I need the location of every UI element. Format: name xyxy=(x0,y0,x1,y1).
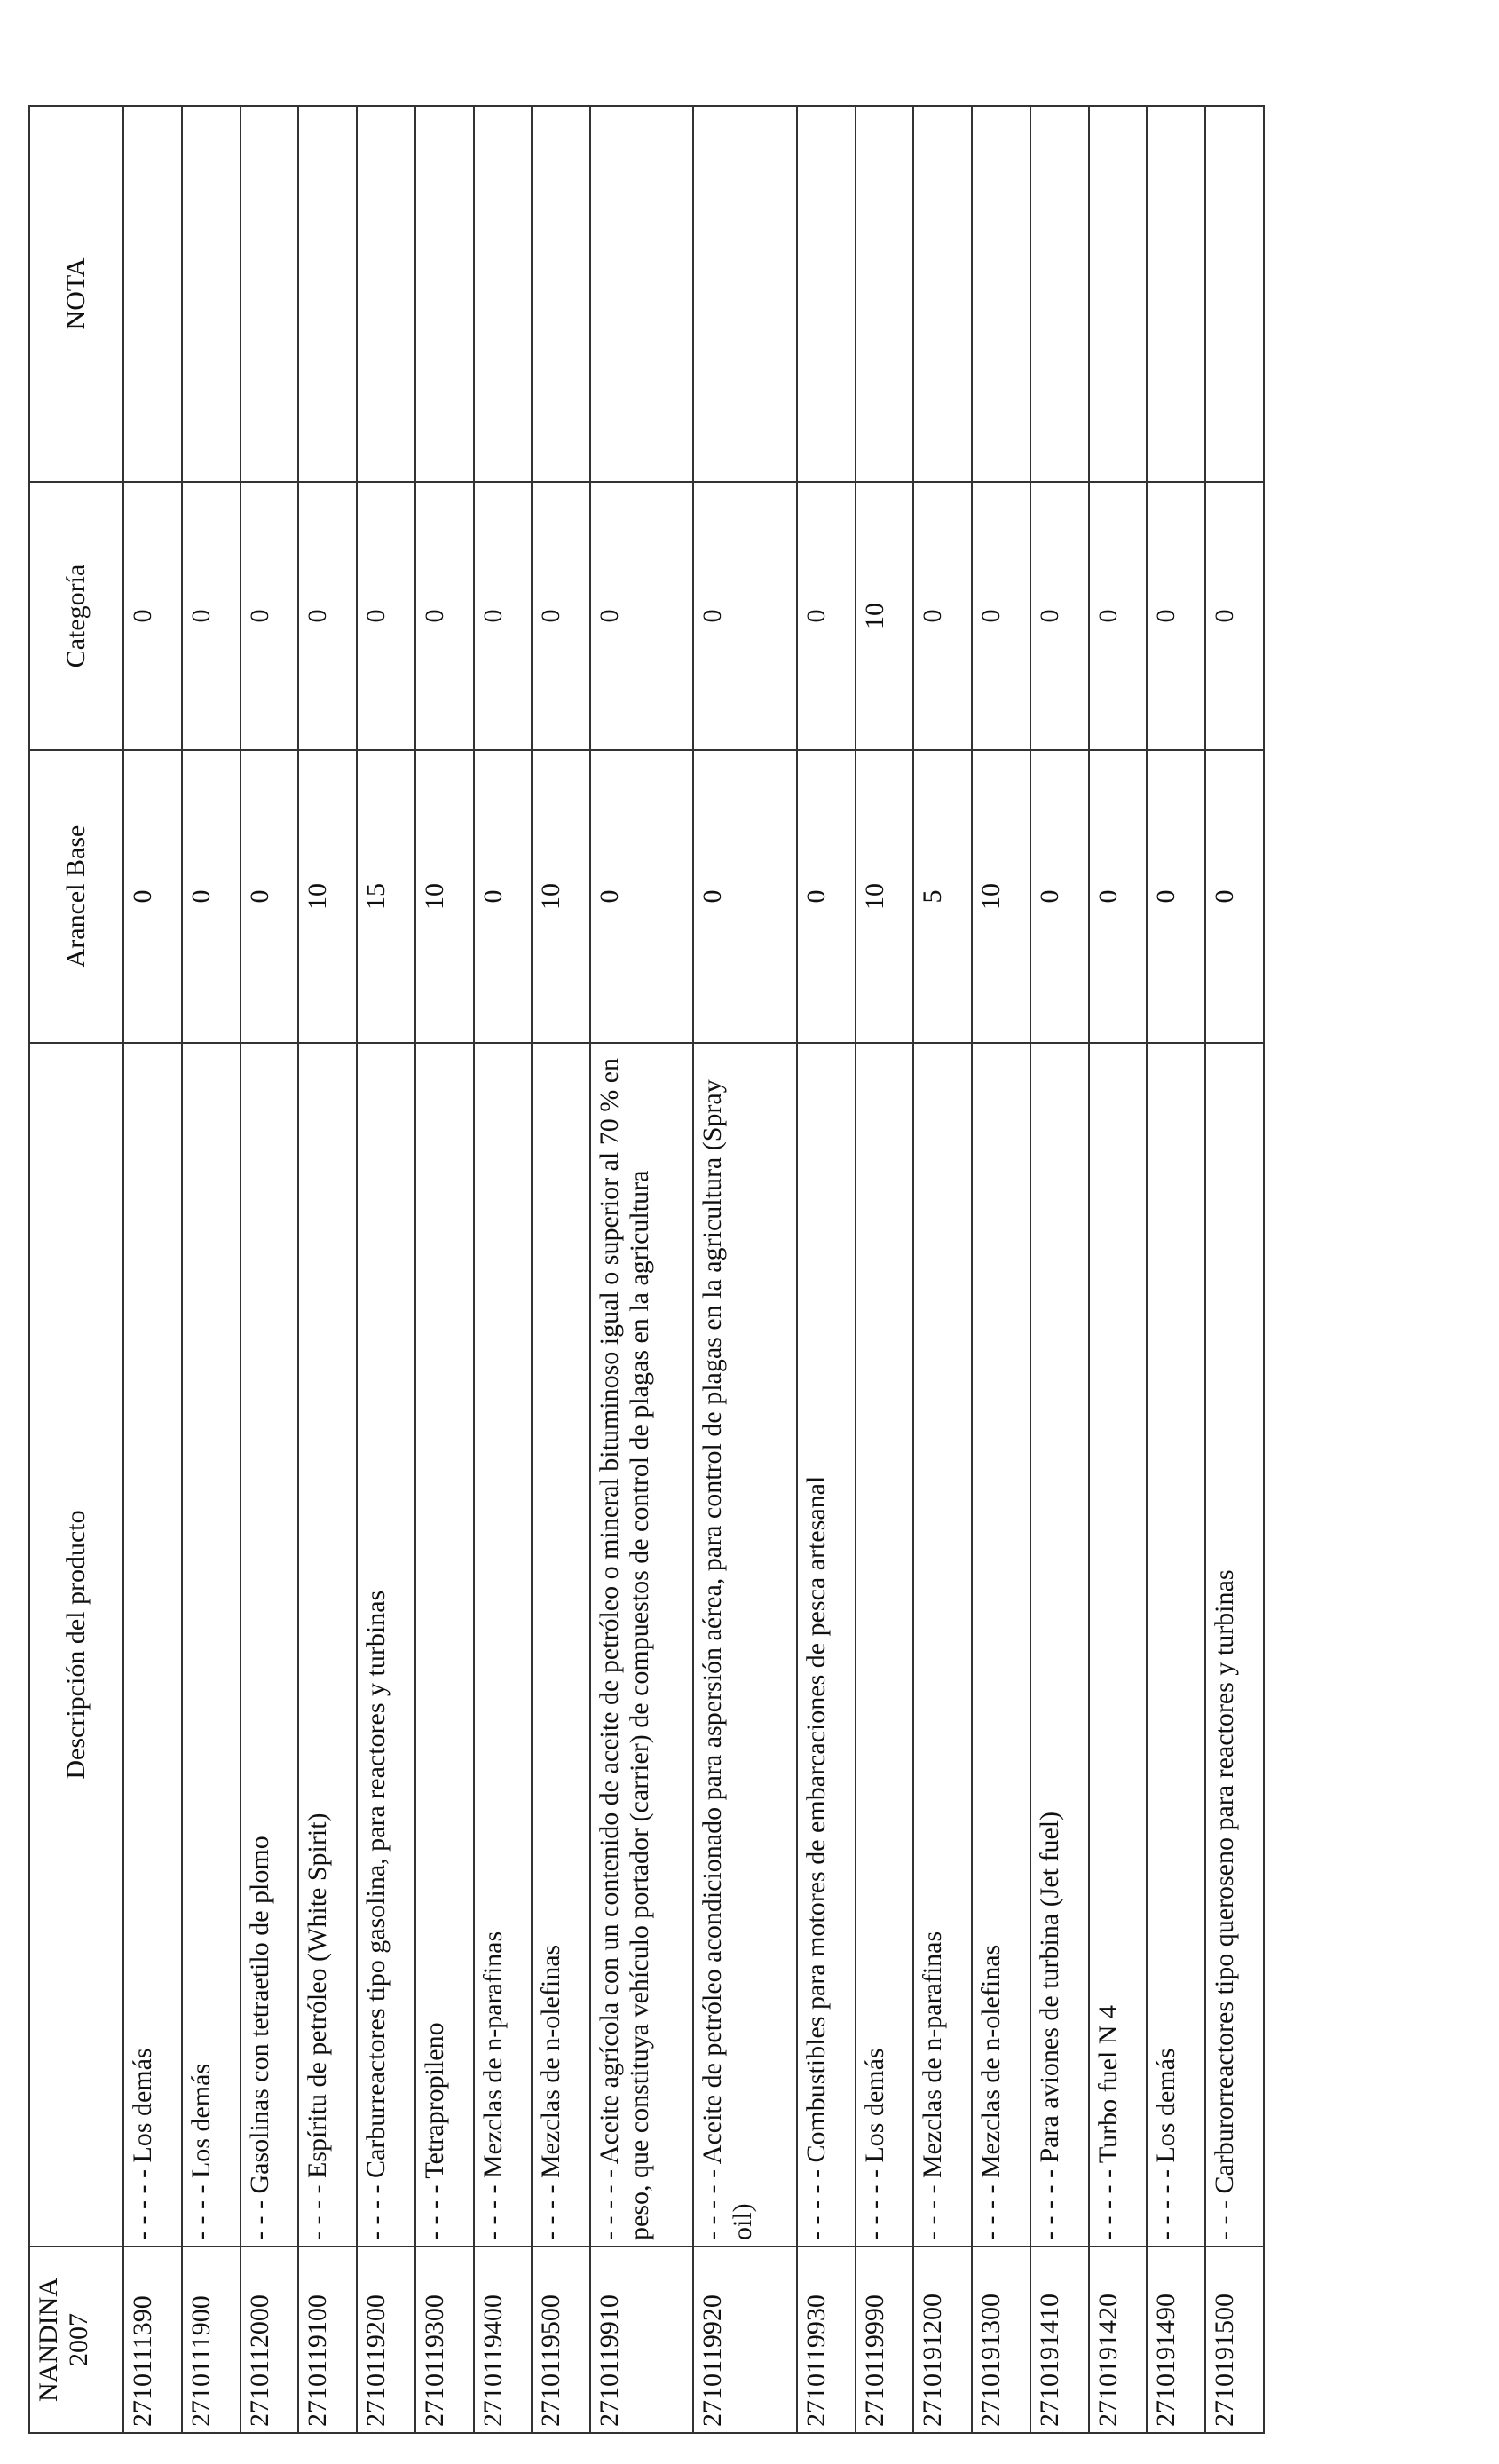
cell-nandina-code: 2710111900 xyxy=(182,2247,241,2433)
cell-nandina-code: 2710191500 xyxy=(1205,2247,1264,2433)
cell-nandina-code: 2710191420 xyxy=(1089,2247,1148,2433)
table-row xyxy=(241,106,299,2433)
cell-nota xyxy=(474,106,533,482)
cell-nota xyxy=(590,106,693,482)
cell-categoria: 0 xyxy=(1147,482,1205,750)
cell-arancel-base: 10 xyxy=(856,750,914,1043)
tariff-table xyxy=(28,105,1265,2434)
cell-nota xyxy=(532,106,590,482)
table-row xyxy=(298,106,357,2433)
cell-nota xyxy=(1030,106,1089,482)
table-row xyxy=(474,106,533,2433)
cell-nota xyxy=(797,106,856,482)
cell-description: - - - - Espíritu de petróleo (White Spirit) xyxy=(298,1043,357,2247)
cell-categoria: 0 xyxy=(590,482,693,750)
cell-nandina-code: 2710112000 xyxy=(241,2247,299,2433)
cell-nandina-code: 2710119990 xyxy=(856,2247,914,2433)
cell-description: - - - - Mezclas de n-parafinas xyxy=(913,1043,972,2247)
table-row xyxy=(797,106,856,2433)
cell-arancel-base: 0 xyxy=(123,750,182,1043)
cell-arancel-base: 10 xyxy=(972,750,1030,1043)
cell-nandina-code: 2710191300 xyxy=(972,2247,1030,2433)
table-body xyxy=(123,106,1264,2433)
cell-categoria: 0 xyxy=(1205,482,1264,750)
header-description: Descripción del producto xyxy=(29,1043,123,2247)
cell-description: - - - - Mezclas de n-olefinas xyxy=(532,1043,590,2247)
cell-categoria: 0 xyxy=(1089,482,1148,750)
cell-categoria: 0 xyxy=(415,482,474,750)
cell-categoria: 0 xyxy=(1030,482,1089,750)
cell-categoria: 10 xyxy=(856,482,914,750)
cell-categoria: 0 xyxy=(797,482,856,750)
cell-nandina-code: 2710119400 xyxy=(474,2247,533,2433)
table-header xyxy=(29,106,123,2433)
cell-nandina-code: 2710119920 xyxy=(693,2247,796,2433)
cell-arancel-base: 0 xyxy=(590,750,693,1043)
table-row xyxy=(1030,106,1089,2433)
cell-description: - - - - - Para aviones de turbina (Jet fuel) xyxy=(1030,1043,1089,2247)
cell-categoria: 0 xyxy=(532,482,590,750)
cell-description: - - - - - Turbo fuel N 4 xyxy=(1089,1043,1148,2247)
cell-categoria: 0 xyxy=(474,482,533,750)
cell-categoria: 0 xyxy=(298,482,357,750)
cell-description: - - - - Carburreactores tipo gasolina, para reactores y turbinas xyxy=(357,1043,415,2247)
cell-arancel-base: 0 xyxy=(1089,750,1148,1043)
cell-nota xyxy=(357,106,415,482)
cell-arancel-base: 0 xyxy=(1205,750,1264,1043)
cell-nota xyxy=(856,106,914,482)
cell-categoria: 0 xyxy=(357,482,415,750)
cell-nandina-code: 2710119930 xyxy=(797,2247,856,2433)
cell-arancel-base: 10 xyxy=(415,750,474,1043)
table-row xyxy=(693,106,796,2433)
cell-description: - - - - Tetrapropileno xyxy=(415,1043,474,2247)
table-row xyxy=(532,106,590,2433)
cell-description: - - - - - Los demás xyxy=(123,1043,182,2247)
cell-nandina-code: 2710119100 xyxy=(298,2247,357,2433)
cell-description: - - - Carburorreactores tipo queroseno para reactores y turbinas xyxy=(1205,1043,1264,2247)
rotated-table-container xyxy=(28,107,1265,2434)
cell-description: - - - - Mezclas de n-parafinas xyxy=(474,1043,533,2247)
table-row xyxy=(972,106,1030,2433)
cell-nandina-code: 2710191490 xyxy=(1147,2247,1205,2433)
cell-nota xyxy=(123,106,182,482)
cell-nota xyxy=(241,106,299,482)
cell-arancel-base: 0 xyxy=(693,750,796,1043)
cell-arancel-base: 0 xyxy=(241,750,299,1043)
cell-arancel-base: 0 xyxy=(474,750,533,1043)
cell-description: - - - - Mezclas de n-olefinas xyxy=(972,1043,1030,2247)
cell-arancel-base: 10 xyxy=(532,750,590,1043)
table-row xyxy=(590,106,693,2433)
table-row xyxy=(913,106,972,2433)
cell-arancel-base: 0 xyxy=(797,750,856,1043)
table-row xyxy=(357,106,415,2433)
cell-nota xyxy=(415,106,474,482)
cell-nota xyxy=(298,106,357,482)
cell-nota xyxy=(1147,106,1205,482)
cell-arancel-base: 0 xyxy=(1030,750,1089,1043)
table-row xyxy=(1147,106,1205,2433)
cell-categoria: 0 xyxy=(913,482,972,750)
table-row xyxy=(856,106,914,2433)
cell-nota xyxy=(182,106,241,482)
cell-categoria: 0 xyxy=(972,482,1030,750)
table-row xyxy=(1089,106,1148,2433)
table-row xyxy=(1205,106,1264,2433)
cell-description: - - - - - Aceite agrícola con un contenido de aceite de petróleo o mineral bituminoso igual o superior al 70 % en peso, que constituya vehículo portador (carrier) de compuestos de control de plagas en la agricultura xyxy=(590,1043,693,2247)
header-categoria: Categoría xyxy=(29,482,123,750)
cell-nandina-code: 2710119200 xyxy=(357,2247,415,2433)
table-row xyxy=(182,106,241,2433)
cell-nandina-code: 2710119910 xyxy=(590,2247,693,2433)
cell-nandina-code: 2710119500 xyxy=(532,2247,590,2433)
cell-description: - - - - Los demás xyxy=(182,1043,241,2247)
cell-nota xyxy=(693,106,796,482)
cell-description: - - - - - Los demás xyxy=(1147,1043,1205,2247)
cell-nandina-code: 2710119300 xyxy=(415,2247,474,2433)
cell-description: - - - - - Combustibles para motores de embarcaciones de pesca artesanal xyxy=(797,1043,856,2247)
cell-categoria: 0 xyxy=(123,482,182,750)
cell-nota xyxy=(1089,106,1148,482)
table-row xyxy=(123,106,182,2433)
cell-arancel-base: 15 xyxy=(357,750,415,1043)
cell-nota xyxy=(972,106,1030,482)
cell-description: - - - - - Aceite de petróleo acondicionado para aspersión aérea, para control de plagas en la agricultura (Spray oil) xyxy=(693,1043,796,2247)
cell-categoria: 0 xyxy=(241,482,299,750)
header-nota: NOTA xyxy=(29,106,123,482)
cell-description: - - - Gasolinas con tetraetilo de plomo xyxy=(241,1043,299,2247)
cell-description: - - - - - Los demás xyxy=(856,1043,914,2247)
header-nandina: NANDINA 2007 xyxy=(29,2247,123,2433)
header-arancel-base: Arancel Base xyxy=(29,750,123,1043)
cell-arancel-base: 5 xyxy=(913,750,972,1043)
cell-nandina-code: 2710191410 xyxy=(1030,2247,1089,2433)
cell-nota xyxy=(913,106,972,482)
cell-nandina-code: 2710191200 xyxy=(913,2247,972,2433)
header-row xyxy=(29,106,123,2433)
cell-nota xyxy=(1205,106,1264,482)
cell-arancel-base: 10 xyxy=(298,750,357,1043)
cell-categoria: 0 xyxy=(693,482,796,750)
table-row xyxy=(415,106,474,2433)
cell-arancel-base: 0 xyxy=(1147,750,1205,1043)
cell-nandina-code: 2710111390 xyxy=(123,2247,182,2433)
cell-arancel-base: 0 xyxy=(182,750,241,1043)
cell-categoria: 0 xyxy=(182,482,241,750)
